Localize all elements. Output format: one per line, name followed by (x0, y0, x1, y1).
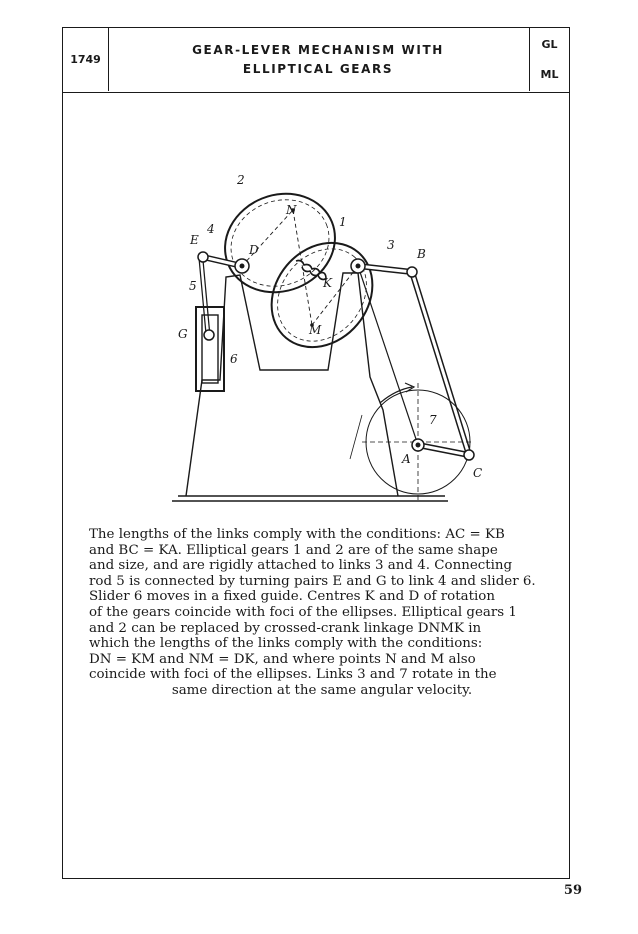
mechanism-diagram (100, 165, 500, 515)
title-line-1: GEAR-LEVER MECHANISM WITH (192, 42, 444, 57)
caption-line: of the gears coincide with foci of the ellipses. Elliptical gears 1 (89, 604, 517, 620)
class-top: GL (541, 38, 558, 51)
page-number: 59 (563, 883, 582, 898)
pivot-K-center (356, 264, 361, 269)
label-link-3: 3 (387, 238, 395, 252)
label-gear-1: 1 (339, 215, 347, 229)
pivot-A-center (416, 443, 421, 448)
hatch-line (350, 415, 362, 459)
label-gear-2: 2 (237, 173, 245, 187)
class-bottom: ML (540, 68, 559, 81)
caption-line: DN = KM and NM = DK, and where points N and M also (89, 651, 476, 667)
caption-line: and BC = KA. Elliptical gears 1 and 2 are of the same shape (89, 542, 498, 558)
caption-line: The lengths of the links comply with the conditions: AC = KB (89, 527, 505, 542)
caption-line: same direction at the same angular velocity. (171, 682, 473, 698)
label-D: D (249, 243, 259, 257)
slider-6 (202, 315, 218, 383)
label-K: K (323, 276, 332, 290)
label-M: M (309, 323, 322, 337)
label-N: N (286, 203, 297, 217)
label-G: G (178, 327, 188, 341)
label-link-7: 7 (429, 413, 437, 427)
caption-line: and size, and are rigidly attached to links 3 and 4. Connecting (89, 558, 513, 574)
label-E: E (190, 233, 199, 247)
label-slider-6: 6 (230, 352, 238, 366)
elliptical-gear-1 (251, 223, 393, 368)
caption-line: and 2 can be replaced by crossed-crank linkage DNMK in (89, 620, 482, 636)
pivot-G (204, 330, 214, 340)
pivot-C (464, 450, 474, 460)
header (63, 28, 569, 93)
label-B: B (417, 247, 426, 261)
link-7-core (418, 445, 469, 455)
caption-line: which the lengths of the links comply with the conditions: (89, 636, 483, 652)
link-BC-core (412, 272, 469, 455)
caption (89, 527, 555, 699)
classification (529, 28, 569, 91)
link-DN (242, 210, 293, 266)
page-title (109, 28, 527, 91)
label-rod-5: 5 (189, 279, 197, 293)
pivot-B (407, 267, 417, 277)
link-NM (293, 210, 312, 325)
label-A: A (402, 452, 411, 466)
caption-line: Slider 6 moves in a fixed guide. Centres K and D of rotation (89, 589, 495, 605)
caption-line: rod 5 is connected by turning pairs E and G to link 4 and slider 6. (89, 573, 536, 589)
label-C: C (473, 466, 483, 480)
label-link-4: 4 (207, 222, 215, 236)
pivot-D-center (240, 264, 245, 269)
caption-line: coincide with foci of the ellipses. Links 3 and 7 rotate in the (89, 667, 497, 683)
pivot-E (198, 252, 208, 262)
title-line-2: ELLIPTICAL GEARS (242, 61, 394, 76)
mechanism-number: 1749 (63, 28, 109, 91)
